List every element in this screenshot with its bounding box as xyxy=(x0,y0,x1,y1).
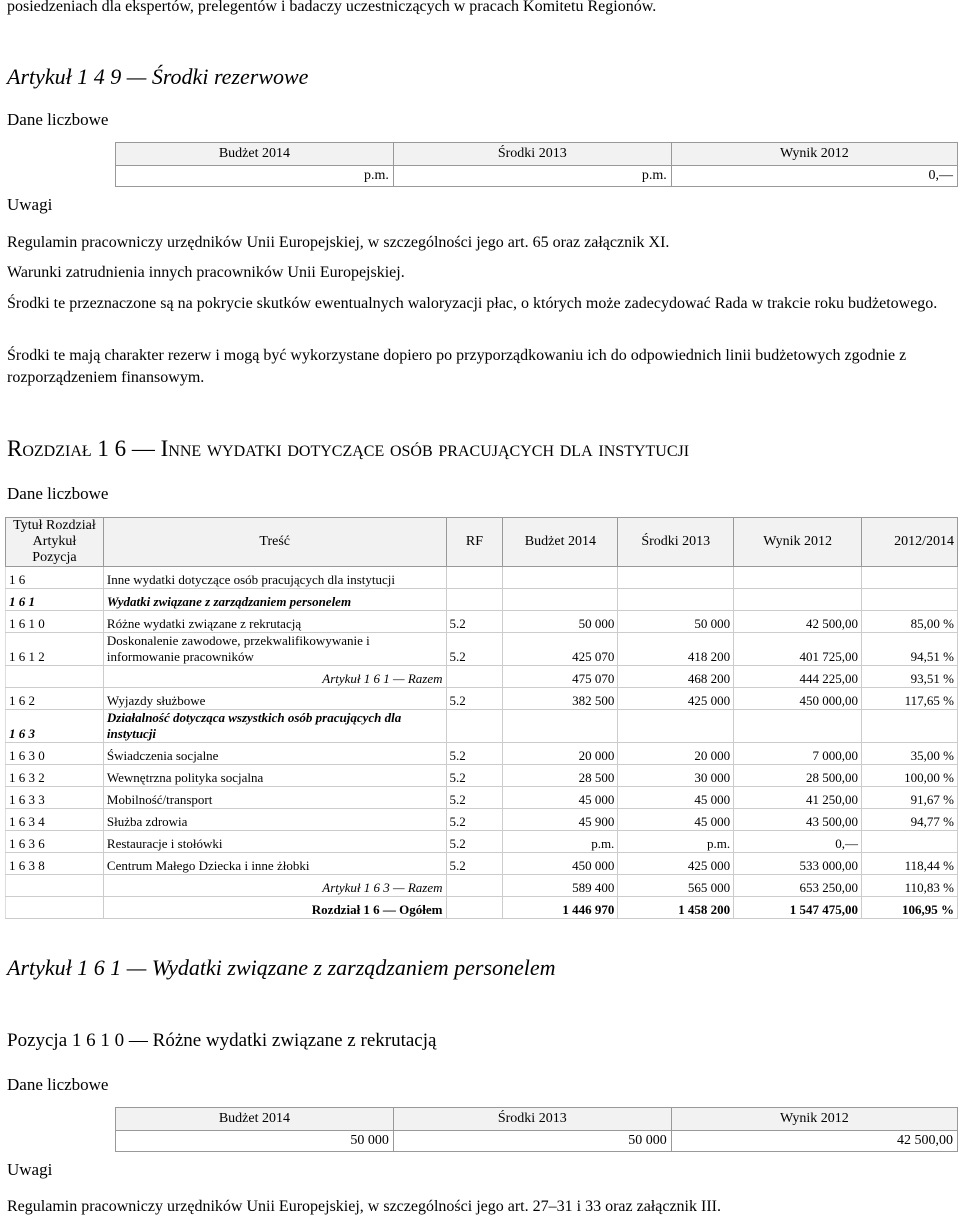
row-wynik-2012: 42 500,00 xyxy=(734,611,862,633)
row-budzet-2014 xyxy=(503,710,618,743)
row-rf: 5.2 xyxy=(446,688,503,710)
row-wynik-2012: 41 250,00 xyxy=(734,787,862,809)
table-row xyxy=(6,831,958,853)
row-description: Mobilność/transport xyxy=(103,787,446,809)
table-row xyxy=(6,787,958,809)
row-rf: 5.2 xyxy=(446,787,503,809)
row-description: Wydatki związane z zarządzaniem personelem xyxy=(103,589,446,611)
row-code: 1 6 3 8 xyxy=(6,853,104,875)
row-wynik-2012 xyxy=(734,567,862,589)
row-srodki-2013: 468 200 xyxy=(618,666,734,688)
col-srodki-2013: Środki 2013 xyxy=(393,143,671,166)
table-row xyxy=(6,567,958,589)
table-row xyxy=(6,688,958,710)
row-code: 1 6 3 0 xyxy=(6,743,104,765)
row-description: Różne wydatki związane z rekrutacją xyxy=(103,611,446,633)
row-budzet-2014: 50 000 xyxy=(503,611,618,633)
row-ratio: 106,95 % xyxy=(862,897,958,919)
row-rf: 5.2 xyxy=(446,809,503,831)
row-srodki-2013: 418 200 xyxy=(618,633,734,666)
table-row xyxy=(6,633,958,666)
remark-paragraph: Warunki zatrudnienia innych pracowników Unii Europejskiej. xyxy=(7,264,405,281)
row-ratio xyxy=(862,710,958,743)
row-description: Inne wydatki dotyczące osób pracujących dla instytucji xyxy=(103,567,446,589)
row-rf xyxy=(446,666,503,688)
col-code-header: Tytuł Rozdział Artykuł Pozycja xyxy=(6,518,104,567)
row-ratio: 94,51 % xyxy=(862,633,958,666)
value-budzet-2014: p.m. xyxy=(116,166,394,187)
row-code: 1 6 3 3 xyxy=(6,787,104,809)
row-budzet-2014: 382 500 xyxy=(503,688,618,710)
row-rf: 5.2 xyxy=(446,765,503,787)
remark-paragraph: Regulamin pracowniczy urzędników Unii Europejskiej, w szczególności jego art. 65 oraz załącznik XI. xyxy=(7,234,670,251)
row-ratio xyxy=(862,567,958,589)
row-code: 1 6 3 xyxy=(6,710,104,743)
row-wynik-2012: 43 500,00 xyxy=(734,809,862,831)
table-row xyxy=(6,765,958,787)
col-budzet-2014-header: Budżet 2014 xyxy=(503,518,618,567)
row-wynik-2012: 444 225,00 xyxy=(734,666,862,688)
col-wynik-2012-header: Wynik 2012 xyxy=(734,518,862,567)
row-srodki-2013: 425 000 xyxy=(618,853,734,875)
row-srodki-2013: 45 000 xyxy=(618,809,734,831)
col-budzet-2014: Budżet 2014 xyxy=(116,143,394,166)
row-rf: 5.2 xyxy=(446,853,503,875)
row-budzet-2014 xyxy=(503,567,618,589)
article-149-figures-table xyxy=(115,142,958,187)
remark-paragraph: Środki te przeznaczone są na pokrycie skutków ewentualnych waloryzacji płac, o których może zadecydować Rada w trakcie roku budżetowego. xyxy=(7,295,938,312)
row-code: 1 6 1 0 xyxy=(6,611,104,633)
row-budzet-2014: 425 070 xyxy=(503,633,618,666)
row-srodki-2013 xyxy=(618,567,734,589)
row-ratio xyxy=(862,589,958,611)
row-wynik-2012: 653 250,00 xyxy=(734,875,862,897)
row-budzet-2014: 589 400 xyxy=(503,875,618,897)
row-rf xyxy=(446,897,503,919)
table-row xyxy=(6,710,958,743)
row-description: Artykuł 1 6 3 — Razem xyxy=(103,875,446,897)
dane-liczbowe-label: Dane liczbowe xyxy=(7,110,109,129)
col-budzet-2014: Budżet 2014 xyxy=(116,1108,394,1131)
row-rf xyxy=(446,710,503,743)
value-budzet-2014: 50 000 xyxy=(116,1131,394,1152)
row-description: Centrum Małego Dziecka i inne żłobki xyxy=(103,853,446,875)
row-budzet-2014: 1 446 970 xyxy=(503,897,618,919)
row-wynik-2012: 7 000,00 xyxy=(734,743,862,765)
row-code xyxy=(6,875,104,897)
row-rf: 5.2 xyxy=(446,743,503,765)
row-code: 1 6 3 2 xyxy=(6,765,104,787)
col-wynik-2012: Wynik 2012 xyxy=(671,143,957,166)
row-srodki-2013: 45 000 xyxy=(618,787,734,809)
row-wynik-2012: 533 000,00 xyxy=(734,853,862,875)
row-code: 1 6 3 6 xyxy=(6,831,104,853)
row-budzet-2014: 45 900 xyxy=(503,809,618,831)
row-description: Działalność dotycząca wszystkich osób pracujących dla instytucji xyxy=(103,710,446,743)
row-description: Artykuł 1 6 1 — Razem xyxy=(103,666,446,688)
table-row xyxy=(6,589,958,611)
chapter-16-budget-table xyxy=(5,517,958,919)
row-wynik-2012: 450 000,00 xyxy=(734,688,862,710)
row-description: Rozdział 1 6 — Ogółem xyxy=(103,897,446,919)
value-wynik-2012: 42 500,00 xyxy=(671,1131,957,1152)
row-srodki-2013: 425 000 xyxy=(618,688,734,710)
value-srodki-2013: 50 000 xyxy=(393,1131,671,1152)
row-srodki-2013: 20 000 xyxy=(618,743,734,765)
table-row xyxy=(6,611,958,633)
row-code: 1 6 1 2 xyxy=(6,633,104,666)
row-description: Świadczenia socjalne xyxy=(103,743,446,765)
chapter-16-heading: Rozdział 1 6 — Inne wydatki dotyczące osób pracujących dla instytucji xyxy=(7,436,690,461)
row-ratio: 93,51 % xyxy=(862,666,958,688)
row-ratio: 100,00 % xyxy=(862,765,958,787)
row-srodki-2013: p.m. xyxy=(618,831,734,853)
row-rf xyxy=(446,589,503,611)
row-srodki-2013: 565 000 xyxy=(618,875,734,897)
article-149-heading: Artykuł 1 4 9 — Środki rezerwowe xyxy=(7,64,309,89)
row-budzet-2014: 28 500 xyxy=(503,765,618,787)
row-budzet-2014: 20 000 xyxy=(503,743,618,765)
row-wynik-2012: 0,— xyxy=(734,831,862,853)
col-srodki-2013-header: Środki 2013 xyxy=(618,518,734,567)
row-rf: 5.2 xyxy=(446,831,503,853)
remark-paragraph: Środki te mają charakter rezerw i mogą być wykorzystane dopiero po przyporządkowaniu ich do odpowiednich linii budżetowych zgodnie z rozporządzeniem finansowym. xyxy=(7,347,907,386)
row-description: Wewnętrzna polityka socjalna xyxy=(103,765,446,787)
continuation-text: posiedzeniach dla ekspertów, prelegentów i badaczy uczestniczących w pracach Komitetu Regionów. xyxy=(7,0,657,15)
row-budzet-2014: p.m. xyxy=(503,831,618,853)
row-code: 1 6 1 xyxy=(6,589,104,611)
row-wynik-2012: 1 547 475,00 xyxy=(734,897,862,919)
row-srodki-2013 xyxy=(618,710,734,743)
row-ratio: 117,65 % xyxy=(862,688,958,710)
table-row xyxy=(6,853,958,875)
row-code: 1 6 3 4 xyxy=(6,809,104,831)
row-ratio: 91,67 % xyxy=(862,787,958,809)
row-description: Doskonalenie zawodowe, przekwalifikowywanie i informowanie pracowników xyxy=(103,633,446,666)
value-srodki-2013: p.m. xyxy=(393,166,671,187)
row-wynik-2012 xyxy=(734,710,862,743)
row-description: Służba zdrowia xyxy=(103,809,446,831)
row-budzet-2014: 475 070 xyxy=(503,666,618,688)
dane-liczbowe-label: Dane liczbowe xyxy=(7,484,109,503)
row-code: 1 6 xyxy=(6,567,104,589)
row-ratio: 85,00 % xyxy=(862,611,958,633)
row-budzet-2014: 45 000 xyxy=(503,787,618,809)
row-budzet-2014 xyxy=(503,589,618,611)
row-wynik-2012: 401 725,00 xyxy=(734,633,862,666)
col-ratio-header: 2012/2014 xyxy=(862,518,958,567)
row-srodki-2013: 50 000 xyxy=(618,611,734,633)
article-161-heading: Artykuł 1 6 1 — Wydatki związane z zarządzaniem personelem xyxy=(7,955,556,980)
col-rf-header: RF xyxy=(446,518,503,567)
dane-liczbowe-label: Dane liczbowe xyxy=(7,1075,109,1094)
row-wynik-2012 xyxy=(734,589,862,611)
col-tresc-header: Treść xyxy=(103,518,446,567)
row-ratio xyxy=(862,831,958,853)
col-srodki-2013: Środki 2013 xyxy=(393,1108,671,1131)
row-code xyxy=(6,897,104,919)
col-wynik-2012: Wynik 2012 xyxy=(671,1108,957,1131)
row-budzet-2014: 450 000 xyxy=(503,853,618,875)
row-wynik-2012: 28 500,00 xyxy=(734,765,862,787)
row-code xyxy=(6,666,104,688)
row-description: Restauracje i stołówki xyxy=(103,831,446,853)
table-row xyxy=(6,875,958,897)
row-srodki-2013 xyxy=(618,589,734,611)
table-row xyxy=(6,897,958,919)
table-row xyxy=(6,809,958,831)
row-rf: 5.2 xyxy=(446,611,503,633)
row-ratio: 110,83 % xyxy=(862,875,958,897)
row-ratio: 94,77 % xyxy=(862,809,958,831)
uwagi-label: Uwagi xyxy=(7,1160,53,1179)
row-description: Wyjazdy służbowe xyxy=(103,688,446,710)
uwagi-label: Uwagi xyxy=(7,195,53,214)
table-row xyxy=(6,666,958,688)
row-srodki-2013: 30 000 xyxy=(618,765,734,787)
row-ratio: 118,44 % xyxy=(862,853,958,875)
row-rf: 5.2 xyxy=(446,633,503,666)
row-rf xyxy=(446,875,503,897)
value-wynik-2012: 0,— xyxy=(671,166,957,187)
row-ratio: 35,00 % xyxy=(862,743,958,765)
pozycja-1610-heading: Pozycja 1 6 1 0 — Różne wydatki związane z rekrutacją xyxy=(7,1030,437,1051)
pozycja-1610-figures-table xyxy=(115,1107,958,1152)
row-rf xyxy=(446,567,503,589)
table-row xyxy=(6,743,958,765)
remark-paragraph: Regulamin pracowniczy urzędników Unii Europejskiej, w szczególności jego art. 27–31 i 33 oraz załącznik III. xyxy=(7,1198,721,1215)
row-code: 1 6 2 xyxy=(6,688,104,710)
row-srodki-2013: 1 458 200 xyxy=(618,897,734,919)
